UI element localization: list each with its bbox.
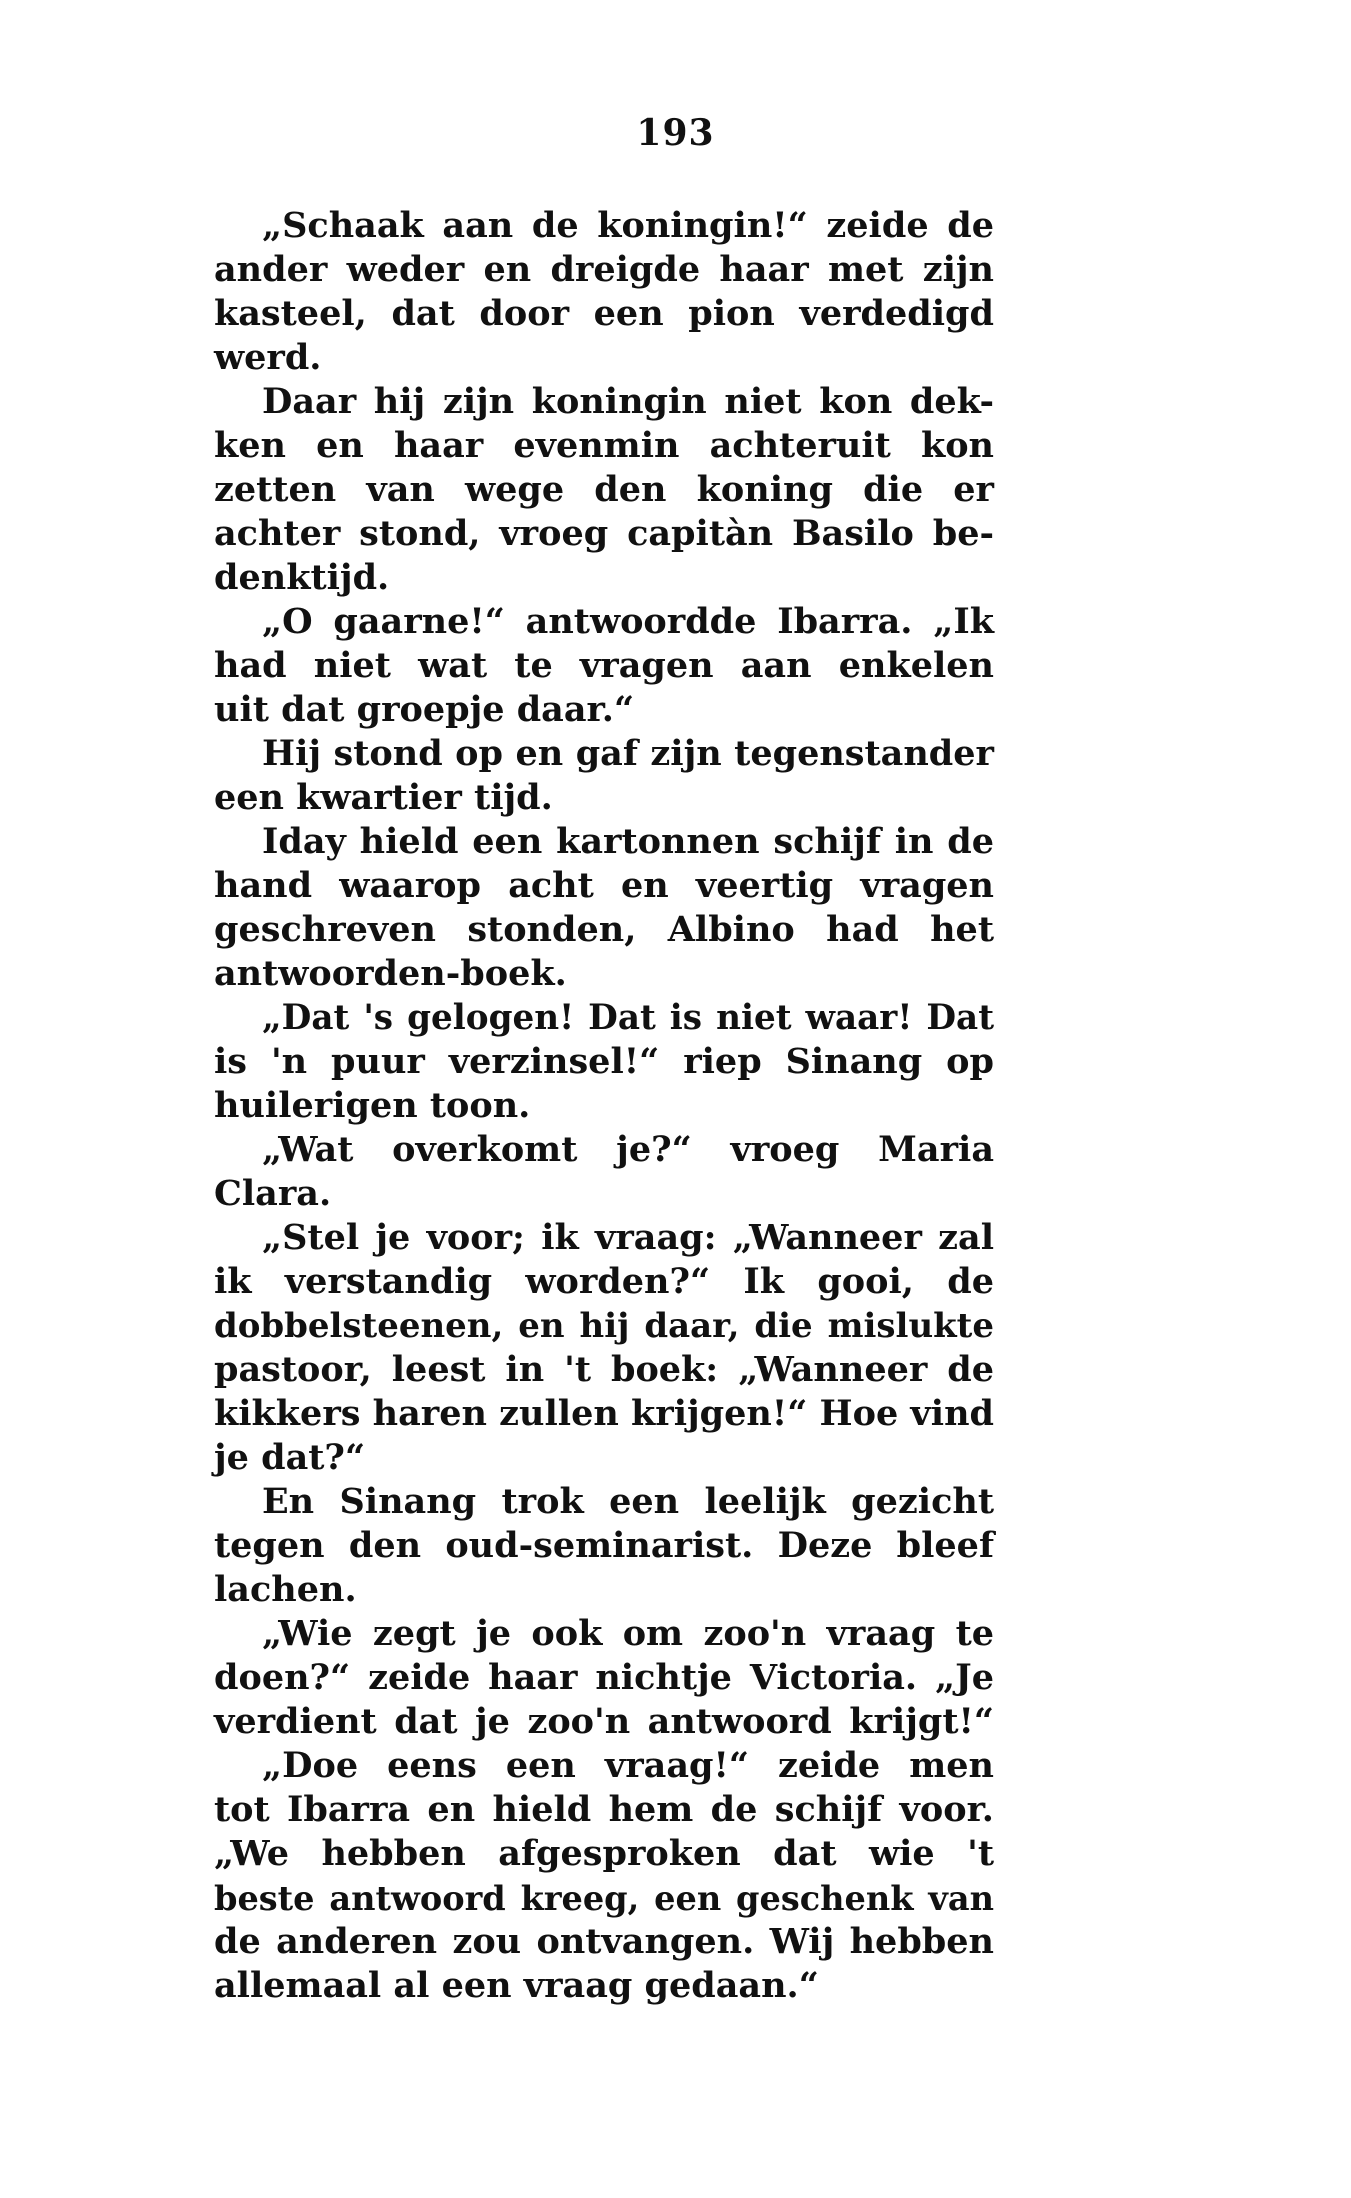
text-line: had niet wat te vragen aan enkelen <box>214 645 994 686</box>
text-line: tot Ibarra en hield hem de schijf voor. <box>214 1789 994 1830</box>
text-line: verdient dat je zoo'n antwoord krijgt!“ <box>214 1701 994 1742</box>
page-number: 193 <box>636 112 715 154</box>
text-line: Iday hield een kartonnen schijf in de <box>262 821 994 862</box>
text-line: je dat?“ <box>214 1437 366 1478</box>
text-line: dobbelsteenen, en hij daar, die mislukte <box>214 1306 994 1346</box>
text-line: ken en haar evenmin achteruit kon <box>214 425 994 466</box>
text-line: werd. <box>214 337 322 378</box>
text-line: „We hebben afgesproken dat wie 't <box>214 1833 994 1874</box>
text-line: is 'n puur verzinsel!“ riep Sinang op <box>214 1041 994 1082</box>
text-line: antwoorden-boek. <box>214 953 567 994</box>
text-line: kikkers haren zullen krijgen!“ Hoe vind <box>214 1393 994 1434</box>
text-line: ander weder en dreigde haar met zijn <box>214 249 994 290</box>
text-line: zetten van wege den koning die er <box>214 469 994 510</box>
text-line: de anderen zou ontvangen. Wij hebben <box>214 1921 994 1962</box>
text-line: Hij stond op en gaf zijn tegenstander <box>262 733 994 774</box>
text-line: een kwartier tijd. <box>214 777 553 818</box>
text-line: geschreven stonden, Albino had het <box>214 909 994 950</box>
text-line: „Wie zegt je ook om zoo'n vraag te <box>262 1613 994 1654</box>
text-line: „O gaarne!“ antwoordde Ibarra. „Ik <box>262 601 994 642</box>
text-line: lachen. <box>214 1569 357 1610</box>
text-line: doen?“ zeide haar nichtje Victoria. „Je <box>214 1657 994 1698</box>
text-line: kasteel, dat door een pion verdedigd <box>214 293 994 334</box>
text-line: beste antwoord kreeg, een geschenk van <box>214 1878 994 1918</box>
text-line: tegen den oud-seminarist. Deze bleef <box>214 1525 994 1566</box>
text-line: En Sinang trok een leelijk gezicht <box>262 1481 994 1522</box>
text-line: „Wat overkomt je?“ vroeg Maria <box>262 1129 994 1170</box>
text-line: allemaal al een vraag gedaan.“ <box>214 1965 819 2006</box>
text-line: pastoor, leest in 't boek: „Wanneer de <box>214 1349 994 1390</box>
text-line: „Dat 's gelogen! Dat is niet waar! Dat <box>262 998 994 1038</box>
text-line: achter stond, vroeg capitàn Basilo be- <box>214 513 994 554</box>
text-line: „Schaak aan de koningin!“ zeide de <box>262 205 994 246</box>
text-line: ik verstandig worden?“ Ik gooi, de <box>214 1261 994 1302</box>
text-line: „Stel je voor; ik vraag: „Wanneer zal <box>262 1217 994 1258</box>
body-text <box>214 204 994 2008</box>
text-line: Clara. <box>214 1173 332 1214</box>
text-line: hand waarop acht en veertig vragen <box>214 865 994 906</box>
text-line: Daar hij zijn koningin niet kon dek- <box>262 381 994 422</box>
text-line: „Doe eens een vraag!“ zeide men <box>262 1745 994 1786</box>
text-line: huilerigen toon. <box>214 1085 531 1126</box>
text-line: uit dat groepje daar.“ <box>214 689 635 730</box>
text-line: denktijd. <box>214 557 390 598</box>
